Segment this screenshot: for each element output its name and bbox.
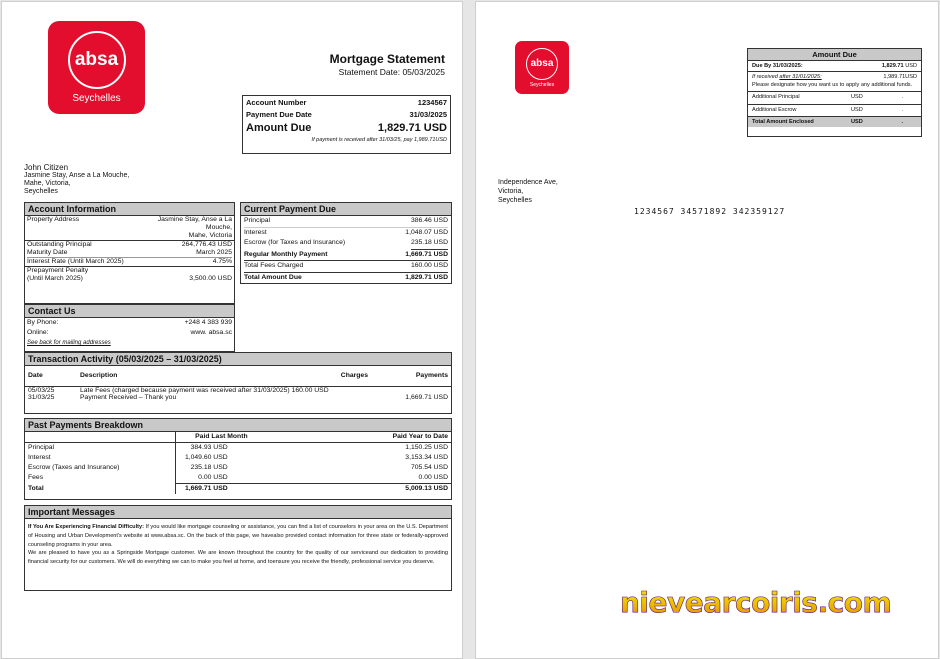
payment-due-date: 31/03/2025: [409, 110, 447, 119]
important-messages-title: Important Messages: [25, 506, 451, 519]
logo-subtitle: Seychelles: [72, 93, 121, 104]
absa-logo-ring-icon: absa: [526, 48, 558, 80]
micr-line: 1234567 34571892 342359127: [634, 207, 786, 216]
account-information-box: Account Information Property Address Jasmine Stay, Anse a La Mouche, Mahe, Victoria Outstanding Principal 264,776.43 USD Maturity Date March 2025 Interest Rate (Until March 2025) 4.75% Prepayment Penalty (Until March 2025) 3,500.00 USD: [24, 202, 235, 304]
absa-logo: absa Seychelles: [515, 41, 569, 94]
table-row: Escrow (Taxes and Insurance) 235.18 USD 705.54 USD: [25, 463, 451, 473]
transaction-activity-box: [24, 352, 452, 414]
table-row-total: Total 1,669.71 USD 5,009.13 USD: [25, 484, 451, 495]
contact-phone: +248 4 383 939: [184, 319, 232, 326]
account-summary-box: Account Number 1234567 Payment Due Date 31/03/2025 Amount Due 1,829.71 USD If payment is received after 31/03/25, pay 1,989.71USD: [242, 95, 451, 154]
late-payment-note: If payment is received after 31/03/25, pay 1,989.71USD: [311, 137, 447, 143]
watermark: nievearcoiris.com: [620, 586, 892, 619]
statement-page-front: [1, 1, 463, 659]
mailing-address: Independence Ave, Victoria, Seychelles: [498, 179, 558, 204]
watermark-text: [620, 586, 891, 619]
past-payments-title: Past Payments Breakdown: [25, 419, 451, 432]
statement-date: Statement Date: 05/03/2025: [338, 67, 445, 77]
transaction-activity-title: Transaction Activity (05/03/2025 – 31/03/2025): [25, 353, 451, 366]
absa-logo-ring-icon: absa: [68, 31, 126, 89]
customer-address: John Citizen Jasmine Stay, Anse a La Mouche, Mahe, Victoria, Seychelles: [24, 163, 130, 195]
account-number: 1234567: [417, 98, 447, 107]
current-payment-due-box: Current Payment Due Principal 386.46 USD Interest 1,048.07 USD Escrow (for Taxes and Insurance) 235.18 USD Regular Monthly Payment 1,669.71 USD Total Fees Charged 160.00 USD Total Amount Due 1,829.71 USD: [240, 202, 452, 284]
table-row: Fees 0.00 USD 0.00 USD: [25, 473, 451, 484]
customer-name: John Citizen: [24, 163, 69, 172]
amount-due-coupon: Amount Due Due By 31/03/2025: 1,829.71 USD If received after 31/01/2025: 1,989.71USD Please designate how you want us to apply any additional funds. Additional Principal USD . Additional Escrow USD . Total Amount Enclosed USD .: [747, 48, 922, 137]
statement-page-back: [475, 1, 939, 659]
account-information-title: Account Information: [25, 203, 234, 216]
absa-logo: [48, 21, 145, 114]
contact-us-title: Contact Us: [25, 305, 234, 318]
contact-website-link[interactable]: www. absa.sc: [190, 329, 232, 336]
transaction-header-row: Date Description Charges Payments: [25, 366, 451, 386]
past-payments-header-row: Paid Last Month Paid Year to Date: [25, 432, 451, 443]
statement-title: Mortgage Statement: [329, 52, 445, 66]
contact-us-box: Contact Us By Phone: +248 4 383 939 Online: www. absa.sc See back for mailing addresses: [24, 304, 235, 352]
table-row: Principal 384.93 USD 1,150.25 USD: [25, 443, 451, 454]
statement-header: [302, 52, 445, 77]
amount-due: 1,829.71 USD: [377, 122, 447, 134]
table-row: 31/03/25 Payment Received – Thank you 1,669.71 USD: [28, 393, 448, 401]
table-row: Interest 1,049.60 USD 3,153.34 USD: [25, 453, 451, 463]
current-payment-title: Current Payment Due: [241, 203, 451, 216]
past-payments-box: [24, 418, 452, 500]
amount-due-title: Amount Due: [748, 49, 921, 61]
table-row: 05/03/25 Late Fees (charged because payment was received after 31/03/2025) 160.00 USD: [28, 386, 329, 394]
important-messages-box: Important Messages If You Are Experiencing Financial Difficulty: If you would like mortgage counseling or assistance, you can find a list of counselors in your area on the U.S. Department of Housing and Urban Development's website at www.absa.sc. On the back of this page, we havealso provided contact information for three state or federally-approved counseling programs in your area. We are pleased to have you as a Springside Mortgage customer. We are known throughout the country for the quality of our serviceand our dedication to providing financial security for our customers. We will do everything we can to make you feel at home, and toensure you receive the friendly, professional service you deserve.: [24, 505, 452, 591]
